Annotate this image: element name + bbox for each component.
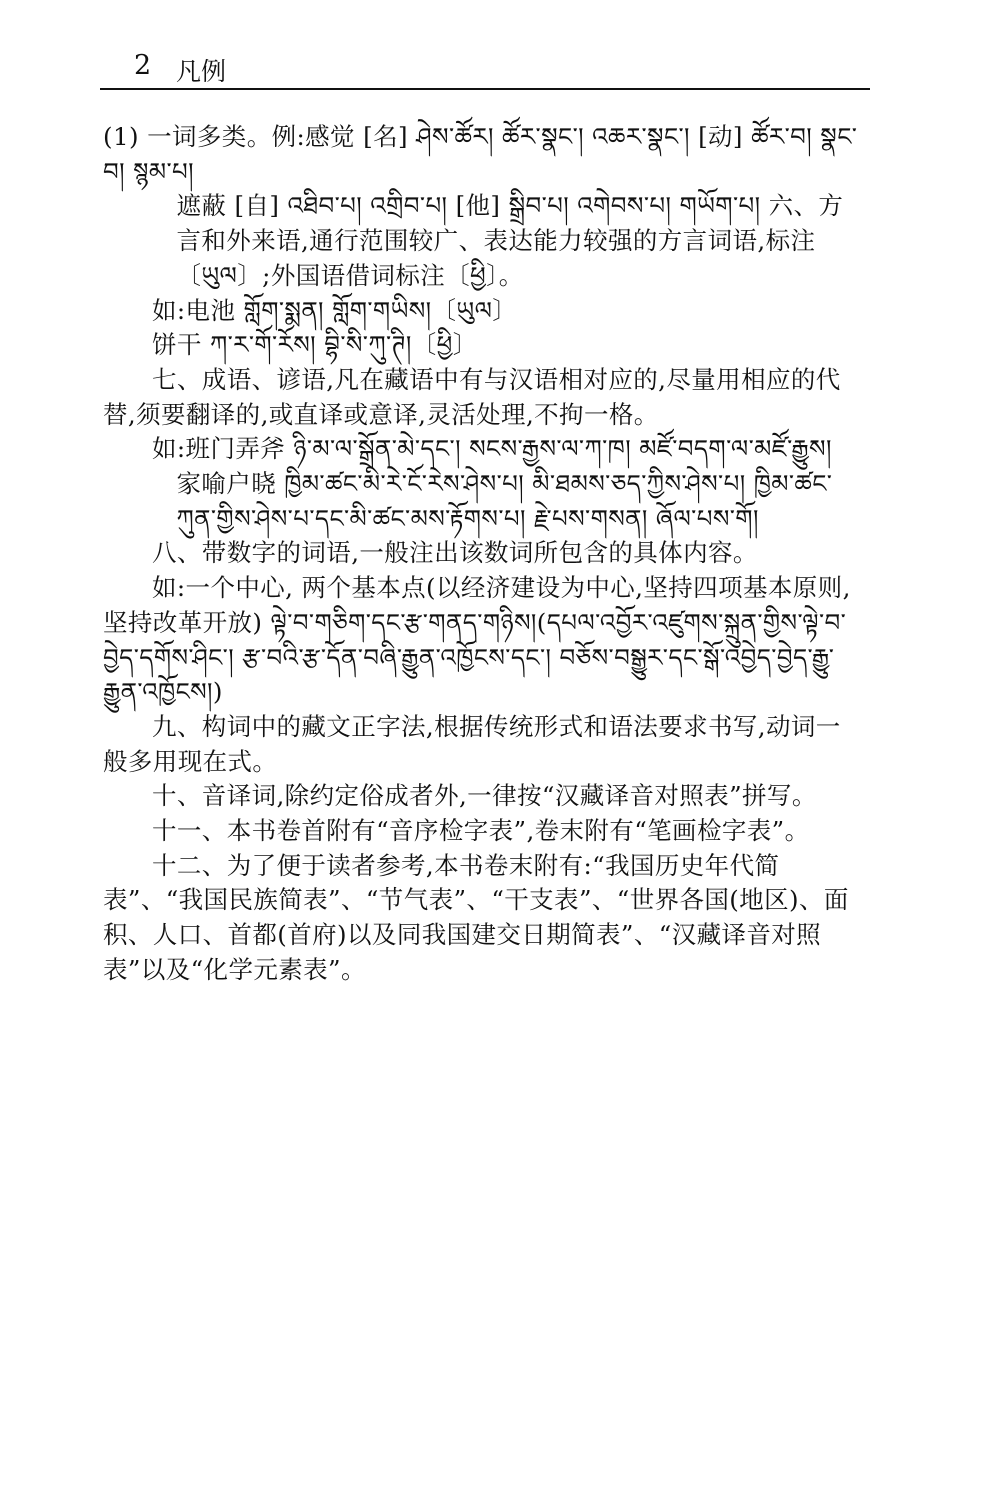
header-rule — [100, 88, 870, 90]
paragraph-rule-7: 七、成语、谚语,凡在藏语中有与汉语相对应的,尽量用相应的代替,须要翻译的,或直译或意译,灵活处理,不拘一格。 — [103, 364, 841, 429]
page-body — [103, 120, 865, 988]
paragraph-example-zhongxin: 如:一个中心, 两个基本点(以经济建设为中心,坚持四项基本原则, 坚持改革开放) ལྟེ་བ་གཅིག་དང་རྩ་གནད་གཉིས།(དཔལ་འབྱོར་འཛུགས་སྐྲུན་གྱིས་ལྟེ་བ་བྱེད་དགོས་ཤིང་། རྩ་བའི་རྩ་དོན་བཞི་རྒྱུན་འཁྱོངས་དང་། བཅོས་བསྒྱུར་དང་སྒོ་འབྱེད་བྱེད་རྒྱུ་རྒྱུན་འཁྱོངས།) — [103, 573, 859, 707]
paragraph-example-zhebi: 遮蔽 [自] འཐིབ་པ། འགྲིབ་པ། [他] སྒྲིབ་པ། འགེབས་པ། གཡོག་པ། 六、方言和外来语,通行范围较广、表达能力较强的方言词语,标注〔ཡུལ〕;外国语借词标注〔ཕྱི〕。 — [176, 191, 844, 290]
paragraph-example-banmen: 如:班门弄斧 ཉི་མ་ལ་སྒྲོན་མེ་དང་། སངས་རྒྱས་ལ་ཀ་ཁ། མཛོ་བདག་ལ་མཛོ་རྒྱུས། — [152, 434, 832, 464]
paragraph-example-binggan: 饼干 ཀ་ར་གོ་རོས། བྷི་སི་ཀུ་ཊི།〔ཕྱི〕 — [152, 330, 478, 360]
paragraph-rule-10: 十、音译词,除约定俗成者外,一律按“汉藏译音对照表”拼写。 — [152, 781, 817, 811]
paragraph-rule-8: 八、带数字的词语,一般注出该数词所包含的具体内容。 — [152, 538, 758, 568]
paragraph-example-jiayu: 家喻户晓 ཁྱིམ་ཚང་མི་རེ་ངོ་རེས་ཤེས་པ། མི་ཐམས་ཅད་ཀྱིས་ཤེས་པ། ཁྱིམ་ཚང་ཀུན་གྱིས་ཤེས་པ་དང་མི་ཚང་མས་རྟོགས་པ། རྗེ་པས་གསན། ཞོལ་པས་གོ། — [176, 469, 833, 533]
page-header — [100, 50, 870, 90]
page-number: 2 — [134, 50, 152, 81]
paragraph-example-dianchi: 如:电池 གློག་སྨན། གློག་གཡིས།〔ཡུལ〕 — [152, 295, 518, 325]
paragraph-rule-9: 九、构词中的藏文正字法,根据传统形式和语法要求书写,动词一般多用现在式。 — [103, 711, 841, 776]
paragraph-rule-12: 十二、为了便于读者参考,本书卷末附有:“我国历史年代简表”、“我国民族简表”、“节气表”、“干支表”、“世界各国(地区)、面积、人口、首都(首府)以及同我国建交日期简表”、“汉藏译音对照表”以及“化学元素表”。 — [103, 850, 849, 984]
paragraph-rule-11: 十一、本书卷首附有“音序检字表”,卷末附有“笔画检字表”。 — [152, 816, 810, 846]
running-title: 凡例 — [176, 57, 227, 86]
paragraph-polysemy: (1) 一词多类。例:感觉 [名] ཤེས་ཚོར། ཚོར་སྣང་། འཆར་སྣང་། [动] ཚོར་བ། སྣང་བ། སྙམ་པ། — [103, 122, 858, 186]
